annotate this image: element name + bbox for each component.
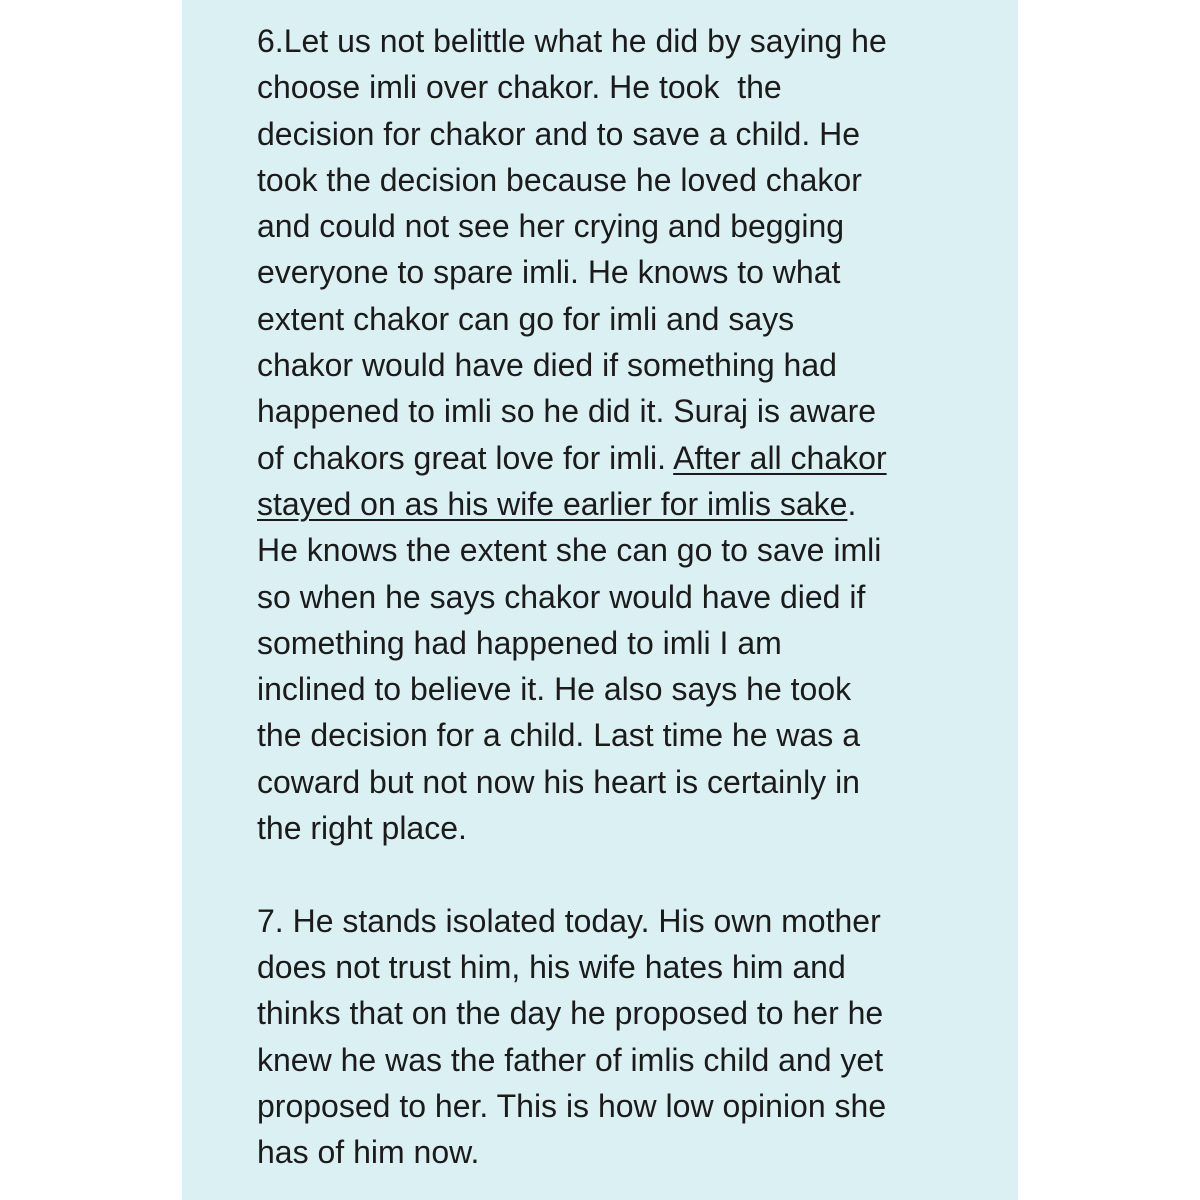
text-line: the right place.	[257, 810, 467, 847]
underlined-text: After all chakor	[673, 439, 887, 476]
text-line: chakor would have died if something had	[257, 347, 837, 384]
text-line-with-underline	[257, 435, 957, 481]
text-line: everyone to spare imli. He knows to what	[257, 254, 841, 291]
document-body	[257, 18, 957, 1175]
text-line: took the decision because he loved chakor	[257, 161, 862, 198]
text-line: extent chakor can go for imli and says	[257, 300, 795, 337]
underlined-text: stayed on as his wife earlier for imlis sake	[257, 485, 848, 522]
text-line: so when he says chakor would have died if	[257, 578, 866, 615]
text-line: inclined to believe it. He also says he took	[257, 671, 852, 708]
text-line: happened to imli so he did it. Suraj is aware	[257, 393, 877, 430]
text-line: He knows the extent she can go to save imli	[257, 532, 882, 569]
text-line: proposed to her. This is how low opinion she	[257, 1087, 887, 1124]
text-line: has of him now.	[257, 1134, 480, 1171]
paragraph-6	[257, 18, 957, 851]
text-line: knew he was the father of imlis child and yet	[257, 1041, 884, 1078]
text-line: something had happened to imli I am	[257, 624, 782, 661]
text-line-with-underline	[257, 481, 957, 527]
text-line: and could not see her crying and begging	[257, 208, 845, 245]
text-line: thinks that on the day he proposed to her he	[257, 995, 884, 1032]
text-line: does not trust him, his wife hates him and	[257, 948, 846, 985]
paragraph-7	[257, 898, 957, 1176]
text-line: the decision for a child. Last time he was a	[257, 717, 860, 754]
text-segment: .	[847, 485, 857, 522]
text-line: 6.Let us not belittle what he did by saying he	[257, 23, 887, 59]
text-segment: of chakors great love for imli.	[257, 439, 674, 476]
text-line: 7. He stands isolated today. His own mother	[257, 902, 881, 939]
text-line: choose imli over chakor. He took the	[257, 69, 782, 106]
text-line: coward but not now his heart is certainly in	[257, 763, 860, 800]
text-line: decision for chakor and to save a child. He	[257, 115, 860, 152]
